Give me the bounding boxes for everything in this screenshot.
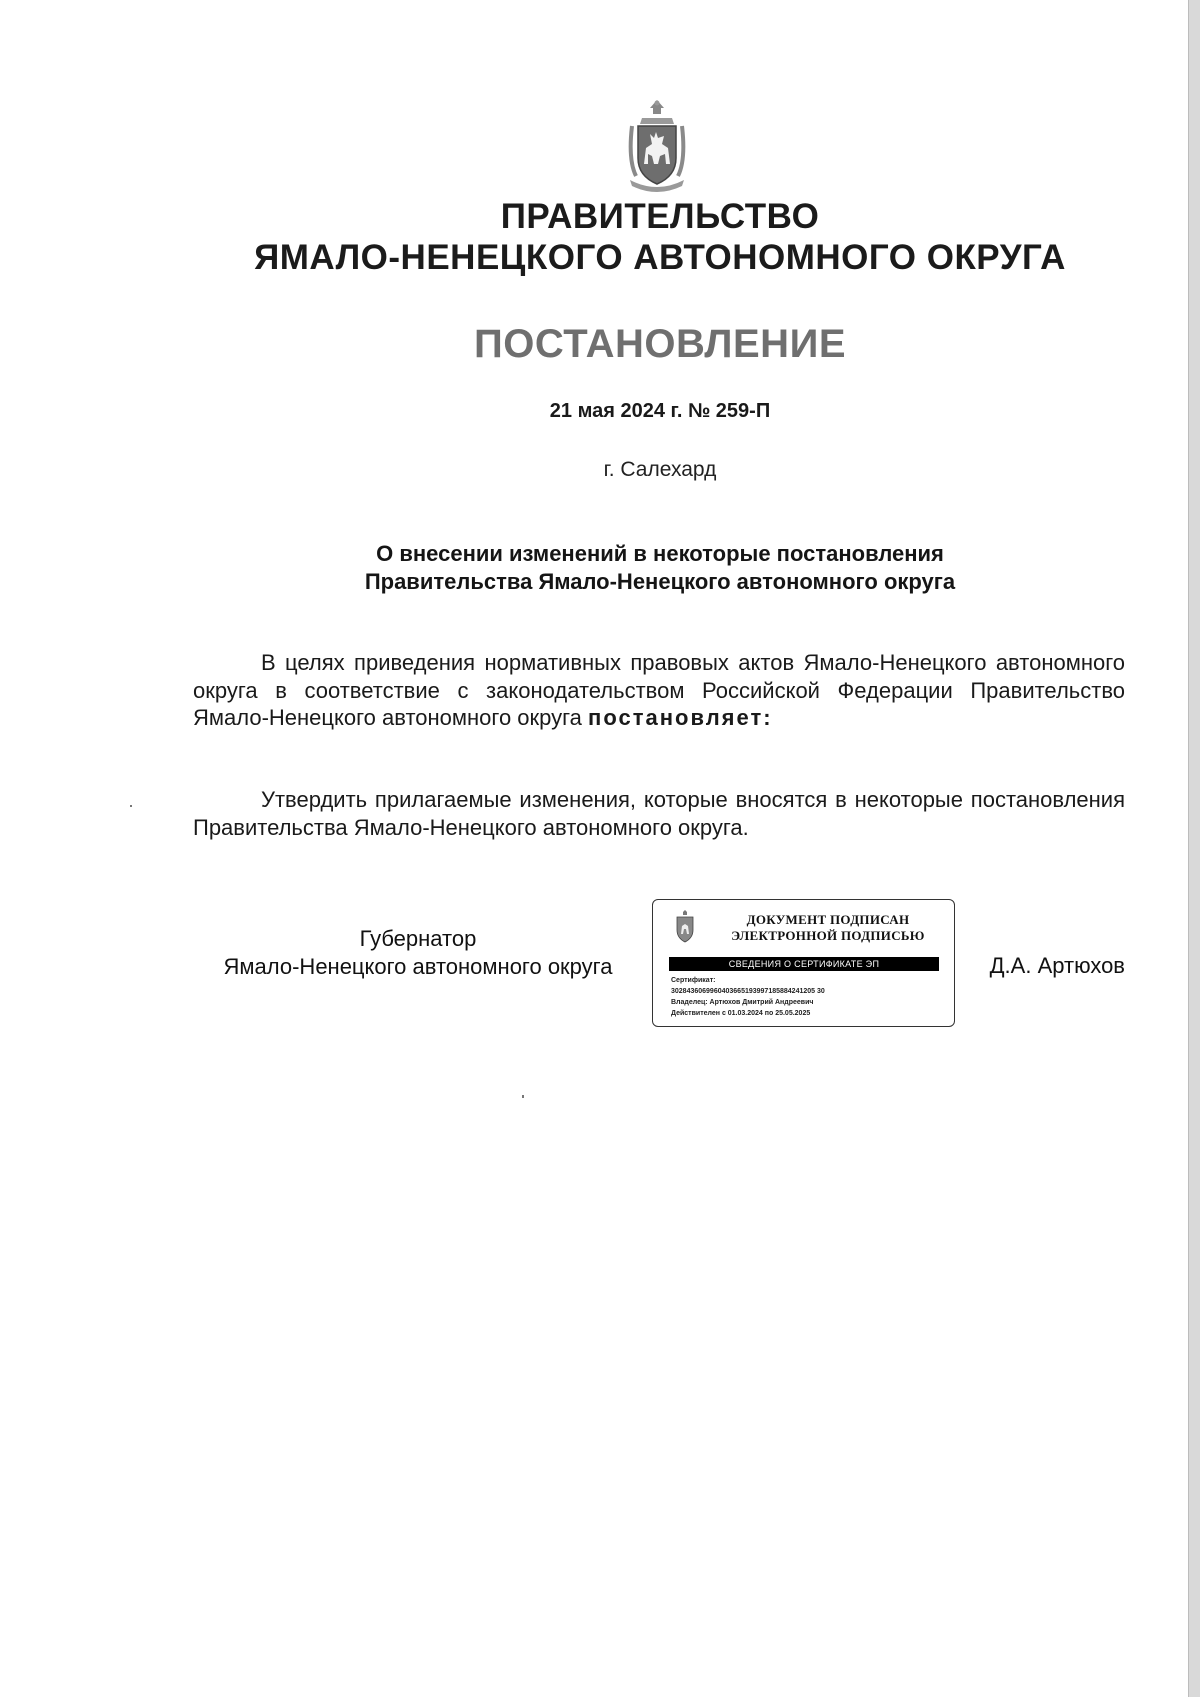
government-name-line2: ЯМАЛО-НЕНЕЦКОГО АВТОНОМНОГО ОКРУГА bbox=[254, 238, 1066, 277]
certificate-label: Сертификат: bbox=[671, 977, 716, 984]
document-city: г. Салехард bbox=[603, 458, 717, 481]
government-name-line1: ПРАВИТЕЛЬСТВО bbox=[500, 197, 820, 236]
scan-speck bbox=[130, 805, 132, 807]
body-paragraph-1 bbox=[193, 649, 1125, 732]
stamp-emblem-icon bbox=[673, 910, 697, 944]
certificate-owner: Владелец: Артюхов Дмитрий Андреевич bbox=[671, 999, 814, 1006]
position-line2: Ямало-Ненецкого автономного округа bbox=[223, 953, 613, 979]
stamp-certificate-details bbox=[671, 975, 951, 1019]
document-type: ПОСТАНОВЛЕНИЕ bbox=[473, 322, 846, 366]
e-signature-stamp bbox=[652, 899, 955, 1027]
document-subject bbox=[0, 540, 1200, 596]
stamp-title bbox=[713, 912, 943, 944]
subject-line1: О внесении изменений в некоторые постановления bbox=[376, 541, 944, 566]
paragraph1-emphasis: постановляет: bbox=[588, 705, 773, 730]
coat-of-arms-icon bbox=[620, 98, 694, 194]
document-date-number: 21 мая 2024 г. № 259-П bbox=[549, 400, 771, 422]
certificate-validity: Действителен с 01.03.2024 по 25.05.2025 bbox=[671, 1010, 811, 1017]
signatory-position bbox=[193, 925, 643, 980]
paragraph1-text: В целях приведения нормативных правовых актов Ямало-Ненецкого автономного округа в соответствие с законодательством Российской Федерации Правительство Ямало-Ненецкого автономного округа bbox=[193, 650, 1125, 730]
position-line1: Губернатор bbox=[359, 926, 477, 951]
stamp-title-line2: ЭЛЕКТРОННОЙ ПОДПИСЬЮ bbox=[731, 928, 925, 943]
signer-name: Д.А. Артюхов bbox=[989, 953, 1125, 978]
scan-speck bbox=[522, 1095, 524, 1098]
certificate-number: 3028436069960403665193997185884241205 30 bbox=[671, 988, 825, 995]
stamp-certificate-bar: СВЕДЕНИЯ О СЕРТИФИКАТЕ ЭП bbox=[669, 957, 939, 971]
subject-line2: Правительства Ямало-Ненецкого автономного округа bbox=[364, 569, 956, 594]
body-paragraph-2: Утвердить прилагаемые изменения, которые вносятся в некоторые постановления Правительства Ямало-Ненецкого автономного округа. bbox=[193, 787, 1125, 840]
stamp-title-line1: ДОКУМЕНТ ПОДПИСАН bbox=[746, 912, 910, 927]
